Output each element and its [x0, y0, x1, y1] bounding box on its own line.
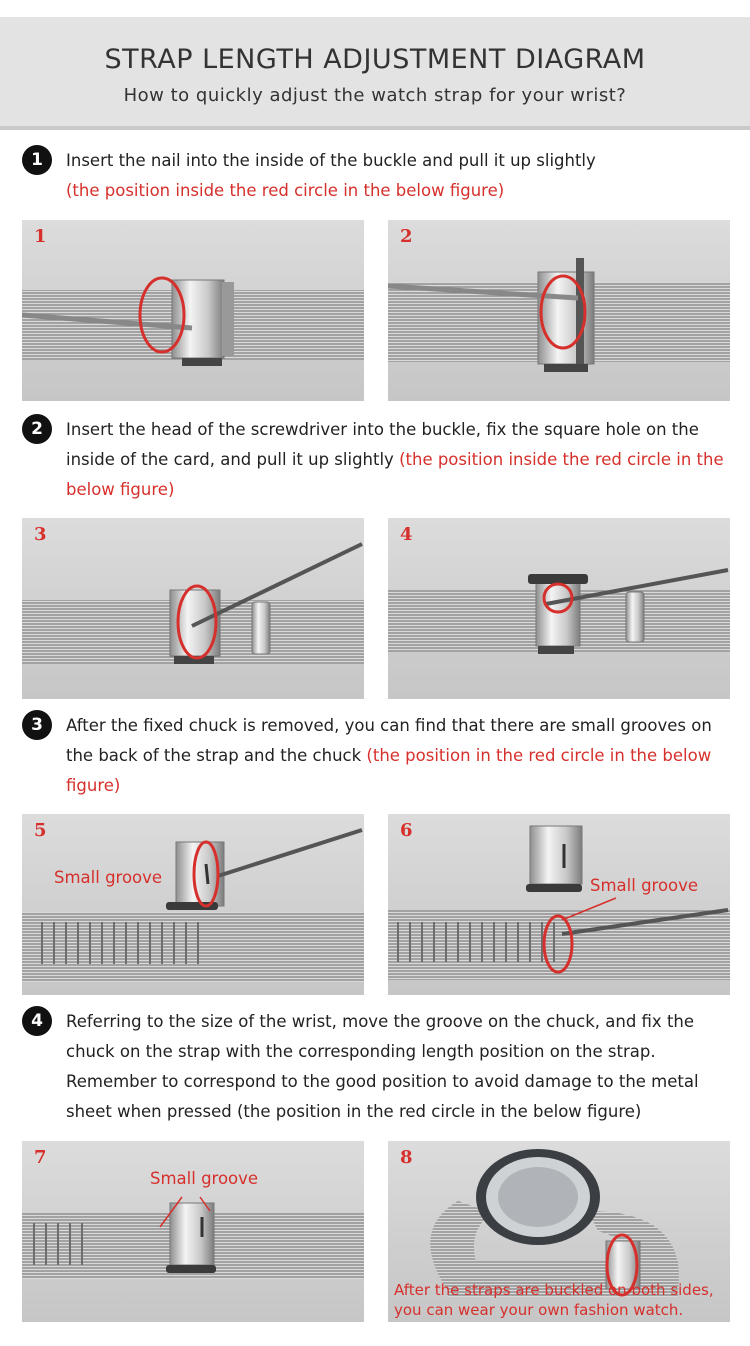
- photo-2: [388, 220, 730, 401]
- step-text: [66, 1007, 732, 1127]
- groove-label: Small groove: [590, 876, 699, 895]
- strap-screwdriver-illustration: [388, 518, 730, 699]
- photo-number: 5: [34, 820, 47, 841]
- step-instruction: Insert the head of the screwdriver into the buckle, fix the square hole on the inside of the card, and pull it up slightly: [66, 420, 699, 469]
- step-note: (the position inside the red circle in the below figure): [66, 181, 505, 200]
- photo-number: 6: [400, 820, 413, 841]
- step-text: [66, 146, 732, 206]
- strap-buckle-illustration: [22, 220, 364, 401]
- step-text: [66, 711, 732, 801]
- photo-number: 2: [400, 226, 413, 247]
- groove-label: Small groove: [54, 868, 163, 887]
- step-instruction: After the fixed chuck is removed, you can find that there are small grooves on the back of the strap and the chuck: [66, 716, 712, 765]
- step-note: (the position inside the red circle in the below figure): [66, 450, 724, 499]
- photo-caption: After the straps are buckled on both sides, you can wear your own fashion watch.: [394, 1281, 714, 1319]
- step-instruction: Insert the nail into the inside of the buckle and pull it up slightly: [66, 151, 596, 170]
- photo-7: [22, 1141, 364, 1322]
- strap-groove-illustration: [388, 814, 730, 995]
- photo-number: 7: [34, 1147, 47, 1168]
- step-text: [66, 415, 732, 505]
- photo-3: [22, 518, 364, 699]
- strap-buckle-illustration: [388, 220, 730, 401]
- step-number-badge: 3: [22, 710, 52, 740]
- page-subtitle: How to quickly adjust the watch strap for your wrist?: [123, 85, 627, 106]
- step-note: (the position in the red circle in the below figure): [66, 746, 712, 795]
- photo-number: 4: [400, 524, 413, 545]
- strap-screwdriver-illustration: [22, 518, 364, 699]
- chuck-groove-illustration: [22, 814, 364, 995]
- step-number-badge: 1: [22, 145, 52, 175]
- step-number-badge: 2: [22, 414, 52, 444]
- step-instruction: Referring to the size of the wrist, move the groove on the chuck, and fix the chuck on the strap with the corresponding length position on the strap. Remember to correspond to the good position to avoid damage to the metal sheet when pressed (the position in the red circle in the below figure): [66, 1012, 699, 1121]
- photo-8: [388, 1141, 730, 1322]
- photo-5: [22, 814, 364, 995]
- photo-6: [388, 814, 730, 995]
- photo-1: [22, 220, 364, 401]
- step-number-badge: 4: [22, 1006, 52, 1036]
- photo-number: 8: [400, 1147, 413, 1168]
- header-banner: [0, 17, 750, 130]
- photo-number: 3: [34, 524, 47, 545]
- page-title: STRAP LENGTH ADJUSTMENT DIAGRAM: [104, 44, 646, 75]
- photo-number: 1: [34, 226, 47, 247]
- groove-label: Small groove: [150, 1169, 259, 1188]
- photo-4: [388, 518, 730, 699]
